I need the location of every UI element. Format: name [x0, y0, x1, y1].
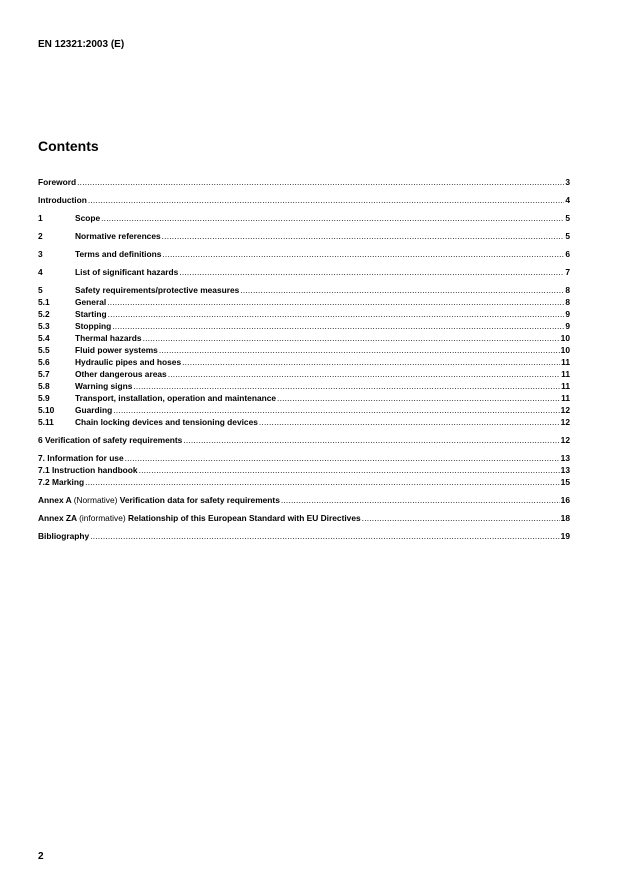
toc-page: 16 [560, 495, 570, 505]
toc-page: 5 [565, 231, 570, 241]
toc-leader [168, 368, 560, 380]
toc-page: 7 [565, 267, 570, 277]
toc-title: 7.2 Marking [38, 477, 85, 487]
toc-leader [162, 248, 564, 260]
toc-page: 3 [565, 177, 570, 187]
toc-number: 5.1 [38, 297, 50, 307]
toc-title: Normative references [75, 231, 161, 241]
annex-title: Relationship of this European Standard with EU Directives [127, 513, 361, 523]
toc-number: 3 [38, 249, 43, 259]
toc-page: 8 [565, 285, 570, 295]
toc-number: 5.11 [38, 417, 54, 427]
toc-title: Stopping [75, 321, 112, 331]
toc-title: Guarding [75, 405, 113, 415]
toc-title: Chain locking devices and tensioning devices [75, 417, 258, 427]
toc-leader [90, 530, 559, 542]
toc-number: 5.3 [38, 321, 50, 331]
toc-title: Warning signs [75, 381, 133, 391]
toc-leader [133, 380, 560, 392]
toc-leader [159, 344, 560, 356]
toc-page: 13 [560, 465, 570, 475]
toc-entry-instruction-handbook[interactable] [38, 464, 570, 476]
toc-page: 11 [561, 369, 570, 379]
toc-title: Starting [75, 309, 107, 319]
toc-entry-introduction[interactable] [38, 194, 570, 206]
toc-leader [113, 404, 559, 416]
table-of-contents [38, 176, 570, 542]
toc-leader [182, 356, 560, 368]
toc-entry-verification[interactable] [38, 434, 570, 446]
toc-entry-annex-a[interactable] [38, 494, 570, 506]
toc-page: 8 [565, 297, 570, 307]
toc-entry-information-for-use[interactable] [38, 452, 570, 464]
toc-leader [77, 176, 564, 188]
toc-entry-other-dangerous-areas[interactable] [38, 368, 570, 380]
toc-entry-transport[interactable] [38, 392, 570, 404]
toc-page: 11 [561, 357, 570, 367]
toc-title: 7.1 Instruction handbook [38, 465, 138, 475]
toc-title: List of significant hazards [75, 267, 179, 277]
toc-entry-hydraulic-pipes[interactable] [38, 356, 570, 368]
toc-entry-thermal-hazards[interactable] [38, 332, 570, 344]
toc-page: 10 [560, 345, 570, 355]
contents-heading: Contents [38, 138, 99, 154]
toc-number: 5.2 [38, 309, 50, 319]
toc-entry-chain-locking[interactable] [38, 416, 570, 428]
toc-title: Transport, installation, operation and maintenance [75, 393, 277, 403]
toc-leader [112, 320, 564, 332]
toc-leader [107, 296, 564, 308]
toc-entry-normative-references[interactable] [38, 230, 570, 242]
toc-leader [85, 476, 560, 488]
toc-page: 12 [560, 405, 570, 415]
toc-title: Foreword [38, 177, 77, 187]
toc-title: Introduction [38, 195, 87, 205]
toc-number: 5.7 [38, 369, 50, 379]
toc-number: 5.4 [38, 333, 50, 343]
toc-page: 11 [561, 393, 570, 403]
toc-page: 15 [560, 477, 570, 487]
toc-entry-foreword[interactable] [38, 176, 570, 188]
toc-entry-warning-signs[interactable] [38, 380, 570, 392]
toc-leader [101, 212, 564, 224]
toc-title: 7. Information for use [38, 453, 124, 463]
toc-entry-starting[interactable] [38, 308, 570, 320]
page-number: 2 [38, 851, 44, 862]
toc-entry-scope[interactable] [38, 212, 570, 224]
toc-entry-terms-definitions[interactable] [38, 248, 570, 260]
toc-title: Terms and definitions [75, 249, 162, 259]
annex-label: Annex ZA [38, 513, 77, 523]
toc-number: 5.8 [38, 381, 50, 391]
toc-entry-significant-hazards[interactable] [38, 266, 570, 278]
toc-entry-marking[interactable] [38, 476, 570, 488]
toc-entry-bibliography[interactable] [38, 530, 570, 542]
document-id: EN 12321:2003 (E) [38, 39, 125, 50]
toc-number: 5.5 [38, 345, 50, 355]
toc-number: 5.6 [38, 357, 50, 367]
toc-page: 4 [565, 195, 570, 205]
toc-entry-stopping[interactable] [38, 320, 570, 332]
annex-note: (Normative) [73, 495, 118, 505]
toc-page: 12 [560, 417, 570, 427]
toc-number: 5.9 [38, 393, 50, 403]
toc-page: 19 [560, 531, 570, 541]
toc-entry-guarding[interactable] [38, 404, 570, 416]
toc-leader [108, 308, 565, 320]
annex-note: (informative) [79, 513, 126, 523]
annex-title: Verification data for safety requirements [119, 495, 280, 505]
toc-number: 2 [38, 231, 43, 241]
toc-number: 4 [38, 267, 43, 277]
toc-title: 6 Verification of safety requirements [38, 435, 183, 445]
toc-leader [259, 416, 560, 428]
toc-page: 9 [565, 321, 570, 331]
toc-leader [362, 512, 560, 524]
toc-entry-general[interactable] [38, 296, 570, 308]
toc-number: 5 [38, 285, 43, 295]
toc-leader [240, 284, 564, 296]
annex-label: Annex A [38, 495, 72, 505]
toc-entry-safety-requirements[interactable] [38, 284, 570, 296]
toc-number: 5.10 [38, 405, 55, 415]
toc-leader [143, 332, 560, 344]
toc-number: 1 [38, 213, 43, 223]
toc-title: Thermal hazards [75, 333, 142, 343]
toc-title: Safety requirements/protective measures [75, 285, 240, 295]
toc-entry-annex-za[interactable] [38, 512, 570, 524]
toc-page: 6 [565, 249, 570, 259]
toc-page: 10 [560, 333, 570, 343]
toc-entry-fluid-power[interactable] [38, 344, 570, 356]
toc-title [38, 494, 280, 506]
toc-leader [139, 464, 560, 476]
toc-leader [183, 434, 559, 446]
toc-page: 11 [561, 381, 570, 391]
toc-title: Hydraulic pipes and hoses [75, 357, 182, 367]
toc-leader [179, 266, 564, 278]
toc-leader [88, 194, 564, 206]
toc-page: 5 [565, 213, 570, 223]
toc-title: Other dangerous areas [75, 369, 167, 379]
toc-title: Bibliography [38, 531, 90, 541]
toc-leader [125, 452, 560, 464]
toc-leader [162, 230, 565, 242]
toc-leader [277, 392, 560, 404]
toc-page: 13 [560, 453, 570, 463]
toc-page: 12 [560, 435, 570, 445]
toc-page: 9 [565, 309, 570, 319]
toc-page: 18 [560, 513, 570, 523]
toc-leader [281, 494, 560, 506]
toc-title: Fluid power systems [75, 345, 158, 355]
toc-title: General [75, 297, 107, 307]
toc-title [38, 512, 361, 524]
toc-title: Scope [75, 213, 101, 223]
